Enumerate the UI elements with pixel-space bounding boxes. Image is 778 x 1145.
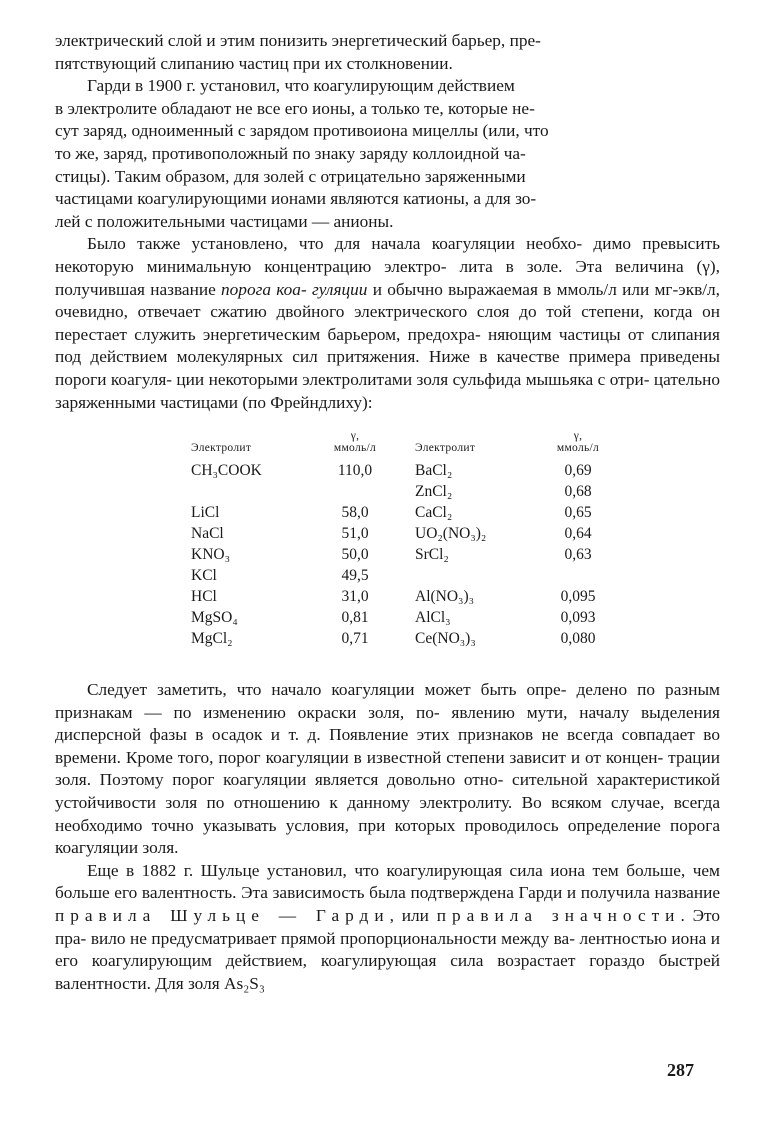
- coagulation-threshold-table: [191, 430, 619, 649]
- paragraph-continuation: [55, 30, 720, 75]
- cell-threshold: 0,71: [341, 630, 369, 648]
- cell-threshold: 0,68: [564, 483, 592, 501]
- cell-electrolyte: CH₃COOK: [191, 462, 262, 480]
- cell-electrolyte: KCl: [191, 567, 217, 585]
- table-row: [191, 523, 619, 544]
- header-gamma-symbol: γ,: [573, 430, 583, 443]
- cell-electrolyte: CaCl₂: [415, 504, 453, 522]
- paragraph-schulze-hardy: [55, 860, 720, 996]
- cell-threshold: 0,080: [560, 630, 596, 648]
- text-line: электрический слой и этим понизить энергетический барьер, пре-: [55, 31, 541, 50]
- paragraph-threshold: [55, 233, 720, 414]
- text-run: и обычно выражаемая в ммоль/л или мг-экв/л, очевидно, отвечает сжатию двойного электрического слоя до той степени, когда он перестает служить энергетическим барьером, предохра- няющим частицы от слипания под действием молекулярных сил притяжения. Ниже в качестве примера приведены пороги коагуля- ции некоторыми электролитами золя сульфида мышьяка с отри- цательно заряженными частицами (по Фрейндлиху):: [55, 279, 720, 412]
- cell-electrolyte: BaCl₂: [415, 462, 453, 480]
- term-schulze-hardy-rule: правила Шульце — Гарди: [55, 906, 390, 926]
- cell-threshold: 0,69: [564, 462, 592, 480]
- cell-threshold: [537, 565, 619, 586]
- text-line: то же, заряд, противоположный по знаку заряду коллоидной ча-: [55, 143, 526, 163]
- header-electrolyte-right: Электролит: [415, 442, 476, 455]
- text-line: стицы). Таким образом, для золей с отрицательно заряженными: [55, 166, 526, 186]
- text-run: Было также установлено, что для начала коагуляции необхо- димо превысить некоторую минимальную концентрацию электро- лита в золе. Эта величина (γ), получившая название: [55, 234, 720, 299]
- cell-electrolyte: UO₂(NO₃)₂: [415, 525, 487, 543]
- cell-electrolyte: ZnCl₂: [415, 483, 453, 501]
- cell-threshold: 0,81: [341, 609, 369, 627]
- header-gamma-unit: ммоль/л: [333, 442, 377, 455]
- text-line: лей с положительными частицами — анионы.: [55, 211, 394, 231]
- cell-electrolyte: LiCl: [191, 504, 220, 522]
- text-run: , или: [389, 906, 437, 926]
- header-gamma-left: [311, 430, 399, 460]
- table-row: [191, 628, 619, 649]
- term-valence-rule: правила значности: [436, 906, 681, 926]
- text-line: пятствующий слипанию частиц при их столкновении.: [55, 53, 453, 73]
- header-electrolyte-left: Электролит: [191, 442, 252, 455]
- text-line: сут заряд, одноименный с зарядом противоиона мицеллы (или, что: [55, 121, 549, 141]
- cell-electrolyte: KNO₃: [191, 546, 230, 564]
- text-line: Гарди в 1900 г. установил, что коагулирующим действием: [87, 76, 515, 96]
- table-row: [191, 586, 619, 607]
- cell-threshold: 58,0: [341, 504, 369, 522]
- cell-threshold: 50,0: [341, 546, 369, 564]
- cell-electrolyte: [191, 481, 311, 502]
- cell-electrolyte: MgCl₂: [191, 630, 233, 648]
- table-row: [191, 460, 619, 481]
- table-header-row: [191, 430, 619, 460]
- table-row: [191, 565, 619, 586]
- table-row: [191, 544, 619, 565]
- paragraph-hardy: [55, 75, 720, 233]
- table-row: [191, 607, 619, 628]
- cell-threshold: 31,0: [341, 588, 369, 606]
- header-gamma-unit: ммоль/л: [556, 442, 600, 455]
- text-run: . Это пра- вило не предусматривает прямой пропорциональности между ва- лентностью иона и его коагулирующим действием, коагулирующая сила возрастает гораздо быстрей валентности. Для золя As₂S₃: [55, 906, 720, 993]
- text-line: в электролите обладают не все его ионы, а только те, которые не-: [55, 98, 535, 118]
- page-number: 287: [667, 1060, 694, 1080]
- cell-threshold: [311, 481, 399, 502]
- cell-threshold: 51,0: [341, 525, 369, 543]
- table-row: [191, 502, 619, 523]
- cell-electrolyte: Ce(NO₃)₃: [415, 630, 476, 648]
- cell-threshold: 0,64: [564, 525, 592, 543]
- cell-electrolyte: AlCl₃: [415, 609, 451, 627]
- header-gamma-symbol: γ,: [350, 430, 360, 443]
- text-line: частицами коагулирующими ионами являются катионы, а для зо-: [55, 189, 537, 209]
- cell-electrolyte: MgSO₄: [191, 609, 238, 627]
- cell-threshold: 0,093: [560, 609, 596, 627]
- table-row: [191, 481, 619, 502]
- text-run: Еще в 1882 г. Шульце установил, что коагулирующая сила иона тем больше, чем больше его валентность. Эта зависимость была подтверждена Гарди и получила название: [55, 860, 720, 903]
- cell-threshold: 0,65: [564, 504, 592, 522]
- cell-threshold: 49,5: [341, 567, 369, 585]
- cell-threshold: 110,0: [337, 462, 373, 480]
- cell-electrolyte: HCl: [191, 588, 217, 606]
- cell-threshold: 0,63: [564, 546, 592, 564]
- cell-electrolyte: [399, 565, 537, 586]
- cell-electrolyte: Al(NO₃)₃: [415, 588, 475, 606]
- cell-threshold: 0,095: [560, 588, 596, 606]
- header-gamma-right: [537, 430, 619, 460]
- cell-electrolyte: SrCl₂: [415, 546, 449, 564]
- cell-electrolyte: NaCl: [191, 525, 224, 543]
- term-coagulation-threshold: порога коа- гуляции: [221, 279, 368, 299]
- paragraph-threshold-notes: Следует заметить, что начало коагуляции может быть опре- делено по разным признакам — по изменению окраски золя, по- явлению мути, началу выделения дисперсной фазы в осадок и т. д. Появление этих признаков не всегда совпадает во времени. Кроме того, порог коагуляции в известной степени зависит и от концен- трации золя. Поэтому порог коагуляции является довольно отно- сительной характеристикой устойчивости золя по отношению к данному электролиту. Во всяком случае, всегда необходимо точно указывать условия, при которых проводилось определение порога коагуляции золя.: [55, 680, 720, 858]
